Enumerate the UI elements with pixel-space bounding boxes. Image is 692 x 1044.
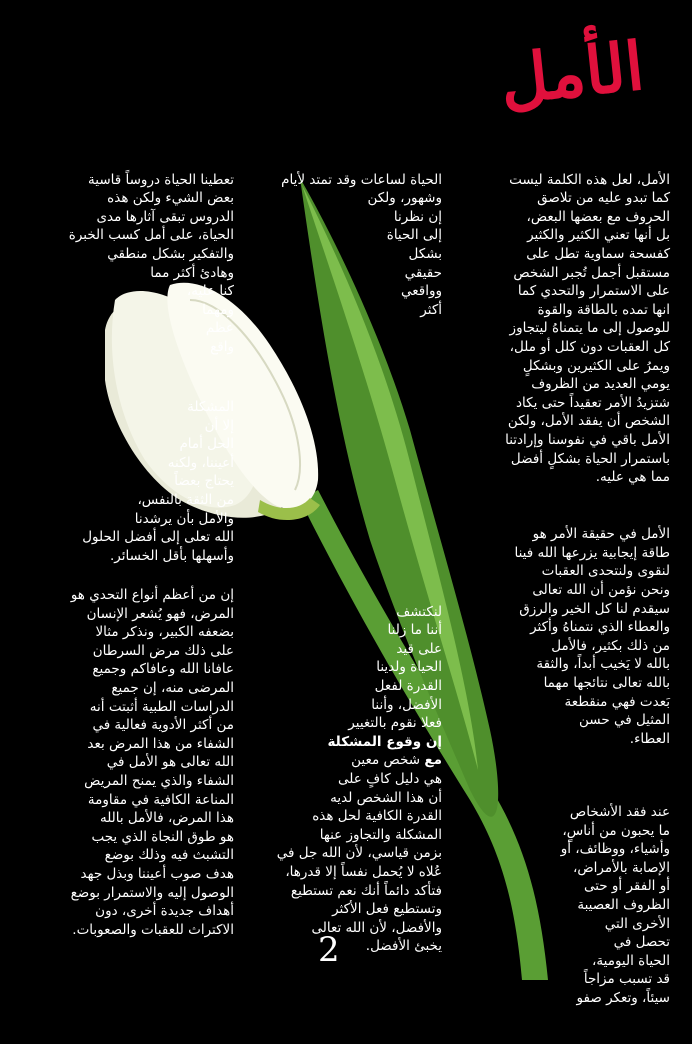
paragraph: عند فقد الأشخاص ما يحبون من أناسٍ، وأشياء، ووظائف، أو الإصابة بالأمراض، أو الفقر أو حتى الظروف العصيبة الأخرى التي تحصل في الحياة اليومية، قد تسبب مزاجاً سيئاً، وتعكر صفو	[560, 804, 670, 1006]
highlighted-text: مع	[424, 752, 442, 769]
paragraph: إن من أعظم أنواع التحدي هو المرض، فهو يُشعر الإنسان بضعفه الكبير، ونذكر مثالا على ذلك مرض السرطان عافانا الله وعافاكم وجميع المرضى منه، إن جميع الدراسات الطبية أثبتت أنه من أكثر الأدوية فعالية في الشفاء من هذا المرض بعد الله تعالى هو الأمل في الشفاء والذي يمنح المريض المناعة الكافية في مقاومة هذا المرض، فالأمل بالله هو طوق النجاة الذي يجب التشبث فيه وذلك بوضع هدف صوب أعيننا وبذل جهد الوصول إليه والاستمرار بوضع أهداف جديدة أخرى، دون الاكتراث للعقبات والصعوبات.	[70, 587, 234, 938]
paragraph: الأمل، لعل هذه الكلمة ليست كما تبدو عليه من تلاصق الحروف مع بعضها البعض، بل أنها تعني الكثير والكثير كفسحة سماوية تطل على مستقبل أجمل تُجبر الشخص على الاستمرار والتحدي كما انها تمده بالطاقة والقوة للوصول إلى ما يتمناهُ ليتجاوز كل العقبات دون كلل أو ملل، ويمرُ على الكثيرين وبشكلٍ يومي العديد من الظروف شتزيدُ الأمر تعقيداً حتى يكاد الشخص أن يفقد الأمل، ولكن الأمل باقي في نفوسنا وإرادتنا باستمرار الحياة بشكلٍ أفضل مما هي عليه.	[505, 171, 670, 486]
page-title: الأمل	[496, 26, 648, 120]
paragraph: الحياة لساعات وقد تمتد لأيام وشهور، ولكن إن نظرنا إلى الحياة بشكل حقيقي وواقعي أكثر	[281, 171, 442, 318]
paragraph: تعطينا الحياة دروساً قاسية بعض الشيء ولكن هذه الدروس تبقى آثارها مدى الحياة، على أمل كسب الخبرة والتفكير بشكل منطقي وهادئ أكثر مما كنا عليه، ومهما عظم واقع	[68, 171, 234, 355]
page-number: 2	[318, 930, 340, 970]
paragraph-text: شخص معين هي دليل كافٍ على أن هذا الشخص لديه القدرة الكافية لحل هذه المشكلة والتجاوز عنها بزمن قياسي، لأن الله جل في عُلاه لا يُحمل نفساً إلا قدرها، فتأكد دائماً أنك نعم تستطيع وتستطيع فعل الأكثر والأفضل، لأن الله تعالى يخبئ الأفضل.	[276, 752, 442, 955]
paragraph: الأمل في حقيقة الأمر هو طاقة إيجابية يزرعها الله فينا لنقوى ولنتحدى العقبات ونحن نؤمن أن الله تعالى سيقدم لنا كل الخير والرزق والعطاء الذي نتمناهُ وأكثر من ذلك بكثير، فالأمل بالله لا يَخيب أبداً، والثقة بالله تعالى نتائجها مهما بَعدت فهي منقطعة المثيل في حسن العطاء.	[514, 526, 670, 747]
paragraph	[252, 584, 442, 956]
column-right	[440, 152, 670, 1044]
paragraph: المشكلة إلا أن الحل أمام أعيننا، ولكنه يحتاج بعضاً من الثقة بالنفس، والأمل بأن يرشدنا الله تعلى إلى أفضل الحلول وأسهلها بأقل الخسائر.	[82, 399, 234, 564]
column-middle	[252, 152, 442, 955]
column-left	[14, 152, 234, 938]
paragraph-text: لنكتشف أننا ما زلنا على قيد الحياة ولدينا القدرة لفعل الأفضل، وأننا فعلا نقوم بالتغيير	[348, 603, 442, 732]
highlighted-text: إن وقوع المشكلة	[327, 733, 442, 750]
